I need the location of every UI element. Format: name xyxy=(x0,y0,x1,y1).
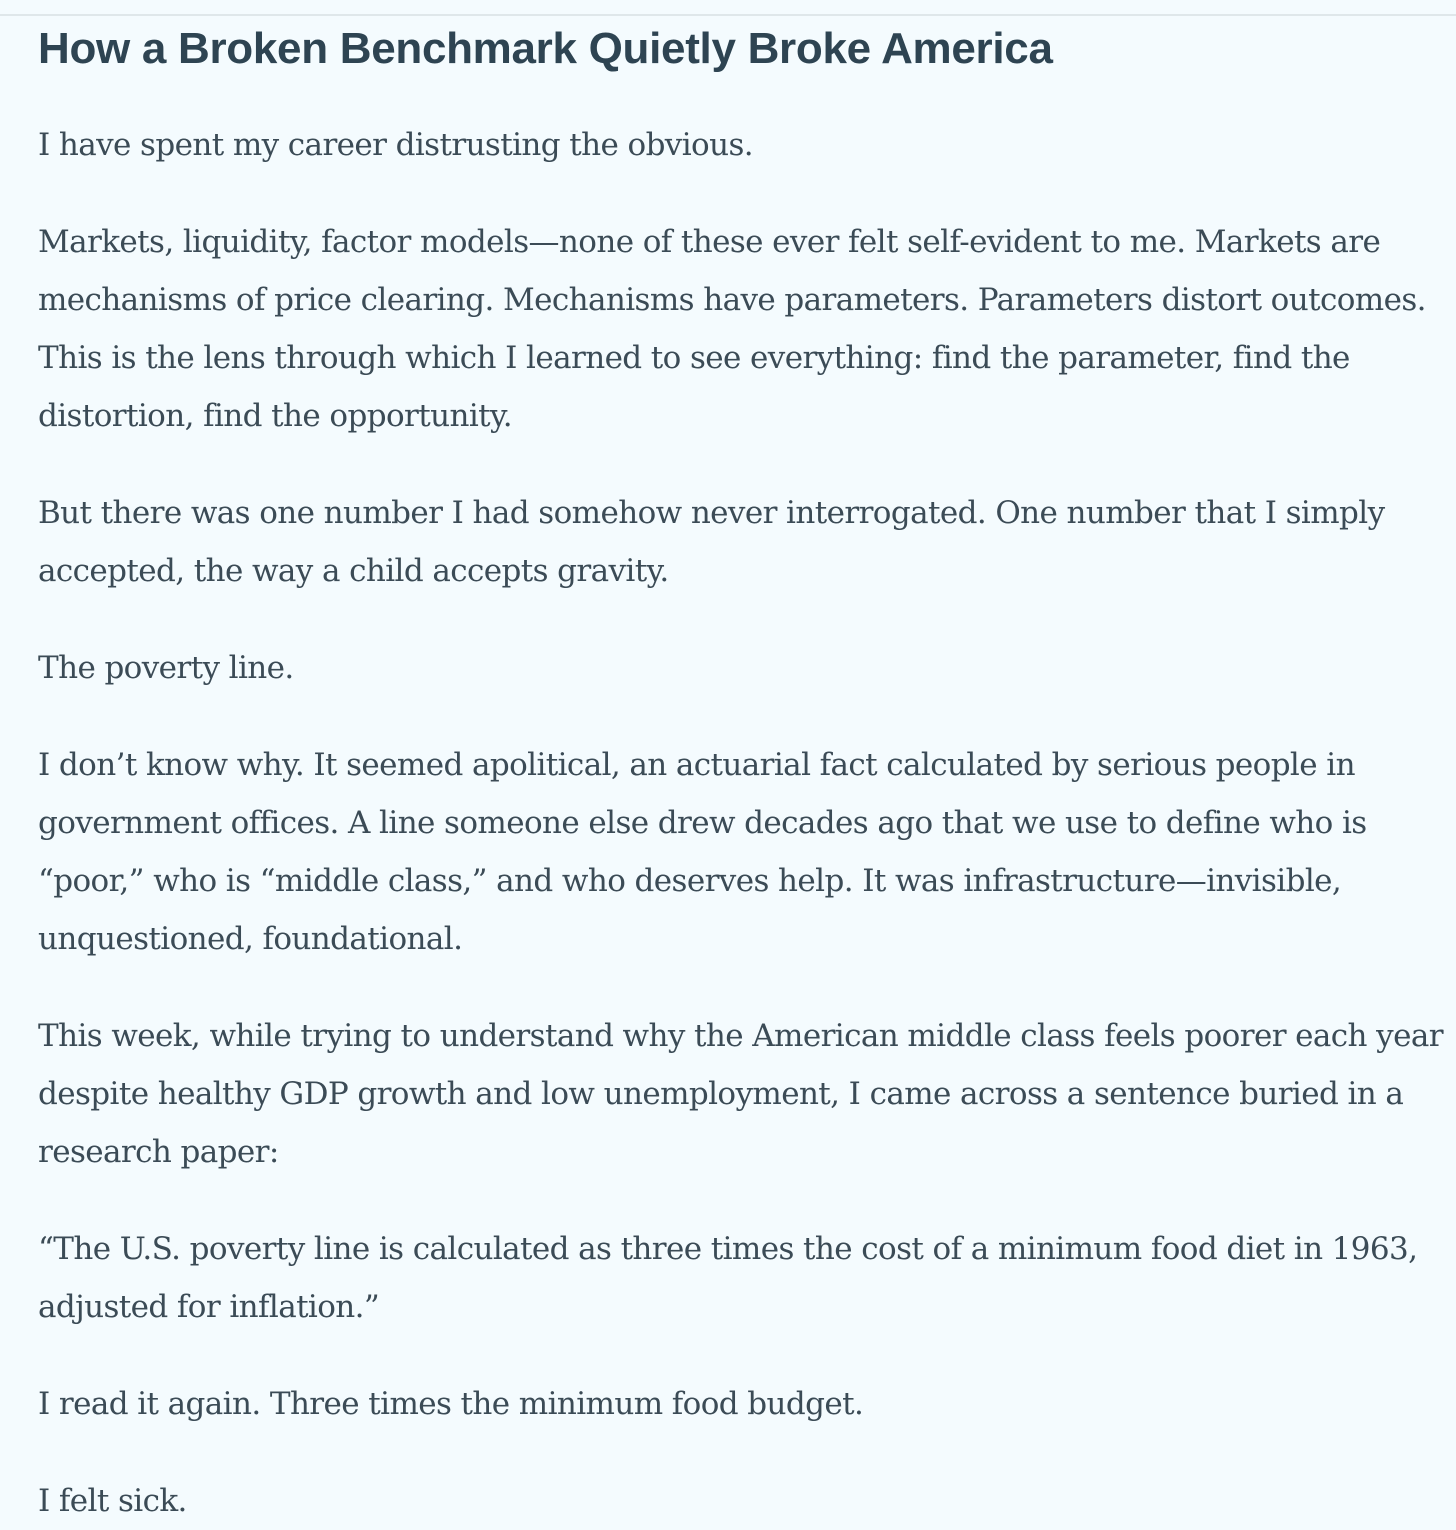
article-title: How a Broken Benchmark Quietly Broke America xyxy=(38,24,1053,73)
paragraph-8: I read it again. Three times the minimum food budget. xyxy=(38,1386,864,1422)
paragraph-5: I don’t know why. It seemed apolitical, an actuarial fact calculated by serious people in government offices. A line someone else drew decades ago that we use to define who is “poor,” who is “middle class,” and who deserves help. It was infrastructure—invisible, unquestioned, foundational. xyxy=(38,747,1367,957)
quote-paragraph: “The U.S. poverty line is calculated as three times the cost of a minimum food diet in 1963, adjusted for inflation.” xyxy=(38,1231,1418,1325)
paragraph-4: The poverty line. xyxy=(38,650,294,686)
paragraph-6: This week, while trying to understand why the American middle class feels poorer each year despite healthy GDP growth and low unemployment, I came across a sentence buried in a research paper: xyxy=(38,1018,1443,1170)
paragraph-2: Markets, liquidity, factor models—none of these ever felt self-evident to me. Markets are mechanisms of price clearing. Mechanisms have parameters. Parameters distort outcomes. This is the lens through which I learned to see everything: find the parameter, find the distortion, find the opportunity. xyxy=(38,224,1426,434)
paragraph-3: But there was one number I had somehow never interrogated. One number that I simply accepted, the way a child accepts gravity. xyxy=(38,495,1385,589)
paragraph-9: I felt sick. xyxy=(38,1483,187,1519)
top-divider xyxy=(0,14,1456,16)
paragraph-1: I have spent my career distrusting the obvious. xyxy=(38,127,754,163)
article xyxy=(38,22,1450,1530)
